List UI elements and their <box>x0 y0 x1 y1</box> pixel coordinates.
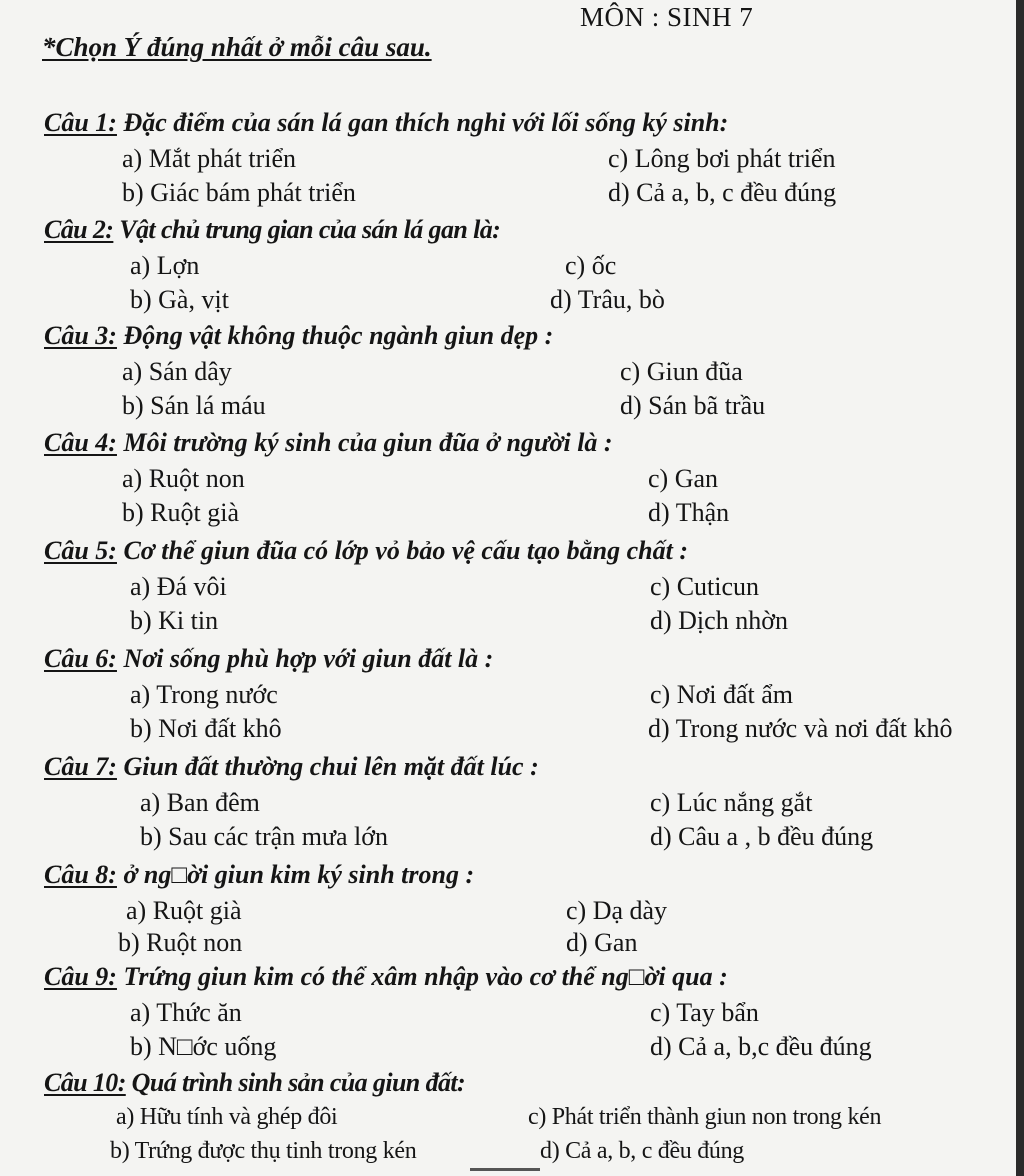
question-stem <box>44 536 688 566</box>
question-stem <box>44 428 613 458</box>
question-stem <box>44 962 728 992</box>
option-b: b) Trứng được thụ tinh trong kén <box>110 1138 417 1164</box>
option-c: c) Cuticun <box>650 572 760 601</box>
option-c: c) Gan <box>648 464 719 493</box>
question-number: Câu 9: <box>44 962 117 991</box>
question-number: Câu 7: <box>44 752 117 781</box>
option-c: c) Lúc nắng gắt <box>650 788 813 817</box>
option-c: c) Giun đũa <box>620 357 743 386</box>
option-d: d) Sán bã trầu <box>620 391 766 420</box>
question-stem <box>44 1068 465 1098</box>
option-d: d) Cả a, b, c đều đúng <box>608 178 837 207</box>
option-b: b) N□ớc uống <box>130 1032 277 1061</box>
question-text: Động vật không thuộc ngành giun dẹp : <box>116 321 554 350</box>
option-d: d) Trong nước và nơi đất khô <box>648 714 953 743</box>
instruction-heading: *Chọn Ý đúng nhất ở mỗi câu sau. <box>42 32 432 62</box>
question-text: Môi trường ký sinh của giun đũa ở người là : <box>116 428 613 457</box>
question-number: Câu 1: <box>44 108 117 137</box>
page-edge-border <box>1016 0 1024 1176</box>
question-text: Trứng giun kim có thể xâm nhập vào cơ thể ng□ời qua : <box>116 962 728 991</box>
option-c: c) ốc <box>565 251 617 280</box>
option-b: b) Ki tin <box>130 606 219 635</box>
option-b: b) Sán lá máu <box>122 391 266 420</box>
question-number: Câu 6: <box>44 644 117 673</box>
question-number: Câu 2: <box>44 215 114 244</box>
option-c: c) Nơi đất ẩm <box>650 680 793 709</box>
option-d: d) Thận <box>648 498 730 527</box>
question-stem <box>44 321 553 351</box>
option-d: d) Cả a, b, c đều đúng <box>540 1138 745 1164</box>
question-text: Vật chủ trung gian của sán lá gan là: <box>113 215 501 244</box>
question-text: ở ng□ời giun kim ký sinh trong : <box>116 860 475 889</box>
question-stem <box>44 215 500 245</box>
option-a: a) Trong nước <box>130 680 278 709</box>
option-a: a) Ban đêm <box>140 788 260 817</box>
option-a: a) Ruột non <box>122 464 245 493</box>
option-b: b) Ruột non <box>118 928 243 957</box>
option-b: b) Giác bám phát triển <box>122 178 356 207</box>
option-a: a) Mắt phát triển <box>122 144 296 173</box>
question-number: Câu 10: <box>44 1068 126 1097</box>
option-a: a) Đá vôi <box>130 572 227 601</box>
option-b: b) Nơi đất khô <box>130 714 282 743</box>
option-a: a) Sán dây <box>122 357 232 386</box>
question-number: Câu 4: <box>44 428 117 457</box>
option-a: a) Ruột già <box>126 896 242 925</box>
option-c: c) Tay bẩn <box>650 998 759 1027</box>
question-stem <box>44 860 474 890</box>
question-number: Câu 8: <box>44 860 117 889</box>
option-c: c) Dạ dày <box>566 896 668 925</box>
option-d: d) Câu a , b đều đúng <box>650 822 874 851</box>
question-text: Giun đất thường chui lên mặt đất lúc : <box>116 752 539 781</box>
question-text: Quá trình sinh sản của giun đất: <box>125 1068 466 1097</box>
option-b: b) Ruột già <box>122 498 239 527</box>
option-d: d) Gan <box>566 928 638 957</box>
option-c: c) Phát triển thành giun non trong kén <box>528 1104 882 1130</box>
option-b: b) Gà, vịt <box>130 285 229 314</box>
question-number: Câu 3: <box>44 321 117 350</box>
subject-title: MÔN : SINH 7 <box>580 2 754 32</box>
option-a: a) Thức ăn <box>130 998 242 1027</box>
page-bottom-mark <box>470 1168 540 1171</box>
option-d: d) Cả a, b,c đều đúng <box>650 1032 872 1061</box>
option-b: b) Sau các trận mưa lớn <box>140 822 389 851</box>
question-stem <box>44 644 493 674</box>
question-text: Đặc điểm của sán lá gan thích nghi với lối sống ký sinh: <box>116 108 729 137</box>
question-text: Cơ thể giun đũa có lớp vỏ bảo vệ cấu tạo bằng chất : <box>116 536 688 565</box>
option-d: d) Trâu, bò <box>550 285 665 314</box>
question-stem <box>44 108 728 138</box>
question-text: Nơi sống phù hợp với giun đất là : <box>116 644 494 673</box>
option-a: a) Hữu tính và ghép đôi <box>116 1104 338 1130</box>
option-d: d) Dịch nhờn <box>650 606 788 635</box>
option-c: c) Lông bơi phát triển <box>608 144 836 173</box>
option-a: a) Lợn <box>130 251 200 280</box>
question-number: Câu 5: <box>44 536 117 565</box>
question-stem <box>44 752 539 782</box>
